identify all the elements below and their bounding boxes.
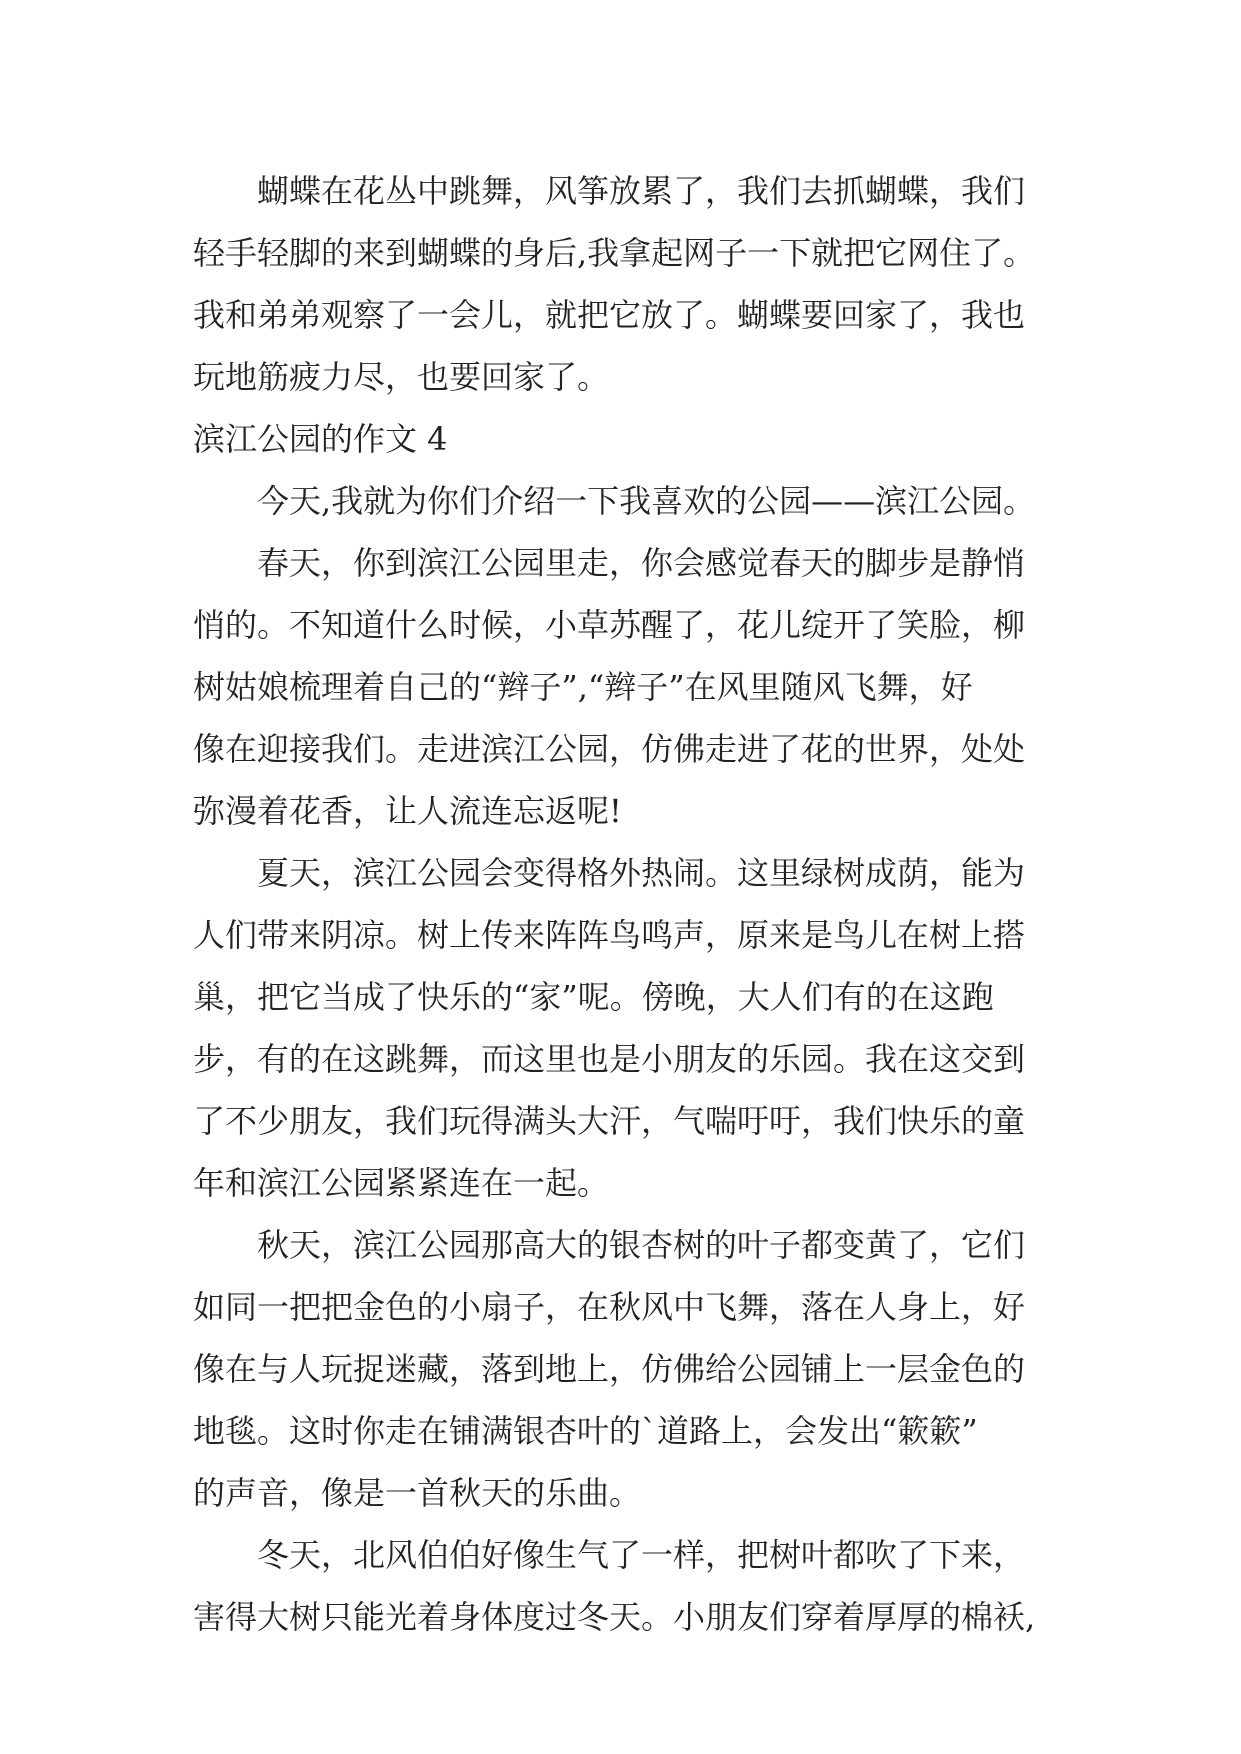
- paragraph-line: 弥漫着花香，让人流连忘返呢!: [193, 792, 622, 830]
- section-heading: [193, 408, 1073, 470]
- paragraph-line: 地毯。这时你走在铺满银杏叶的`道路上，会发出“簌簌”: [193, 1412, 978, 1450]
- paragraph-line: 轻手轻脚的来到蝴蝶的身后,我拿起网子一下就把它网住了。: [193, 234, 1036, 272]
- paragraph-intro: [193, 470, 1073, 532]
- paragraph-line: 悄的。不知道什么时候，小草苏醒了，花儿绽开了笑脸，柳: [193, 606, 1026, 644]
- paragraph-line: 年和滨江公园紧紧连在一起。: [193, 1164, 610, 1202]
- paragraph-autumn: [193, 1214, 1073, 1524]
- paragraph-butterflies: [193, 160, 1073, 408]
- paragraph-winter: [193, 1524, 1073, 1648]
- paragraph-line: 冬天，北风伯伯好像生气了一样，把树叶都吹了下来，: [257, 1536, 1026, 1574]
- paragraph-line: 巢，把它当成了快乐的“家”呢。傍晚，大人们有的在这跑: [193, 978, 994, 1016]
- document-body: [193, 160, 1073, 1648]
- paragraph-line: 的声音，像是一首秋天的乐曲。: [193, 1474, 642, 1512]
- paragraph-line: 我和弟弟观察了一会儿，就把它放了。蝴蝶要回家了，我也: [193, 296, 1026, 334]
- paragraph-line: 害得大树只能光着身体度过冬天。小朋友们穿着厚厚的棉袄,: [193, 1598, 1036, 1636]
- heading-text: 滨江公园的作文 4: [193, 420, 448, 458]
- paragraph-line: 春天，你到滨江公园里走，你会感觉春天的脚步是静悄: [257, 544, 1026, 582]
- paragraph-line: 步，有的在这跳舞，而这里也是小朋友的乐园。我在这交到: [193, 1040, 1026, 1078]
- paragraph-line: 今天,我就为你们介绍一下我喜欢的公园——滨江公园。: [257, 482, 1036, 520]
- paragraph-line: 夏天，滨江公园会变得格外热闹。这里绿树成荫，能为: [257, 854, 1026, 892]
- paragraph-line: 蝴蝶在花丛中跳舞，风筝放累了，我们去抓蝴蝶，我们: [257, 172, 1026, 210]
- paragraph-summer: [193, 842, 1073, 1214]
- paragraph-line: 像在迎接我们。走进滨江公园，仿佛走进了花的世界，处处: [193, 730, 1026, 768]
- paragraph-line: 了不少朋友，我们玩得满头大汗，气喘吁吁，我们快乐的童: [193, 1102, 1026, 1140]
- paragraph-line: 人们带来阴凉。树上传来阵阵鸟鸣声，原来是鸟儿在树上搭: [193, 916, 1026, 954]
- paragraph-line: 如同一把把金色的小扇子，在秋风中飞舞，落在人身上，好: [193, 1288, 1026, 1326]
- paragraph-spring: [193, 532, 1073, 842]
- paragraph-line: 树姑娘梳理着自己的“辫子”,“辫子”在风里随风飞舞，好: [193, 668, 973, 706]
- paragraph-line: 秋天，滨江公园那高大的银杏树的叶子都变黄了，它们: [257, 1226, 1026, 1264]
- paragraph-line: 玩地筋疲力尽，也要回家了。: [193, 358, 610, 396]
- paragraph-line: 像在与人玩捉迷藏，落到地上，仿佛给公园铺上一层金色的: [193, 1350, 1026, 1388]
